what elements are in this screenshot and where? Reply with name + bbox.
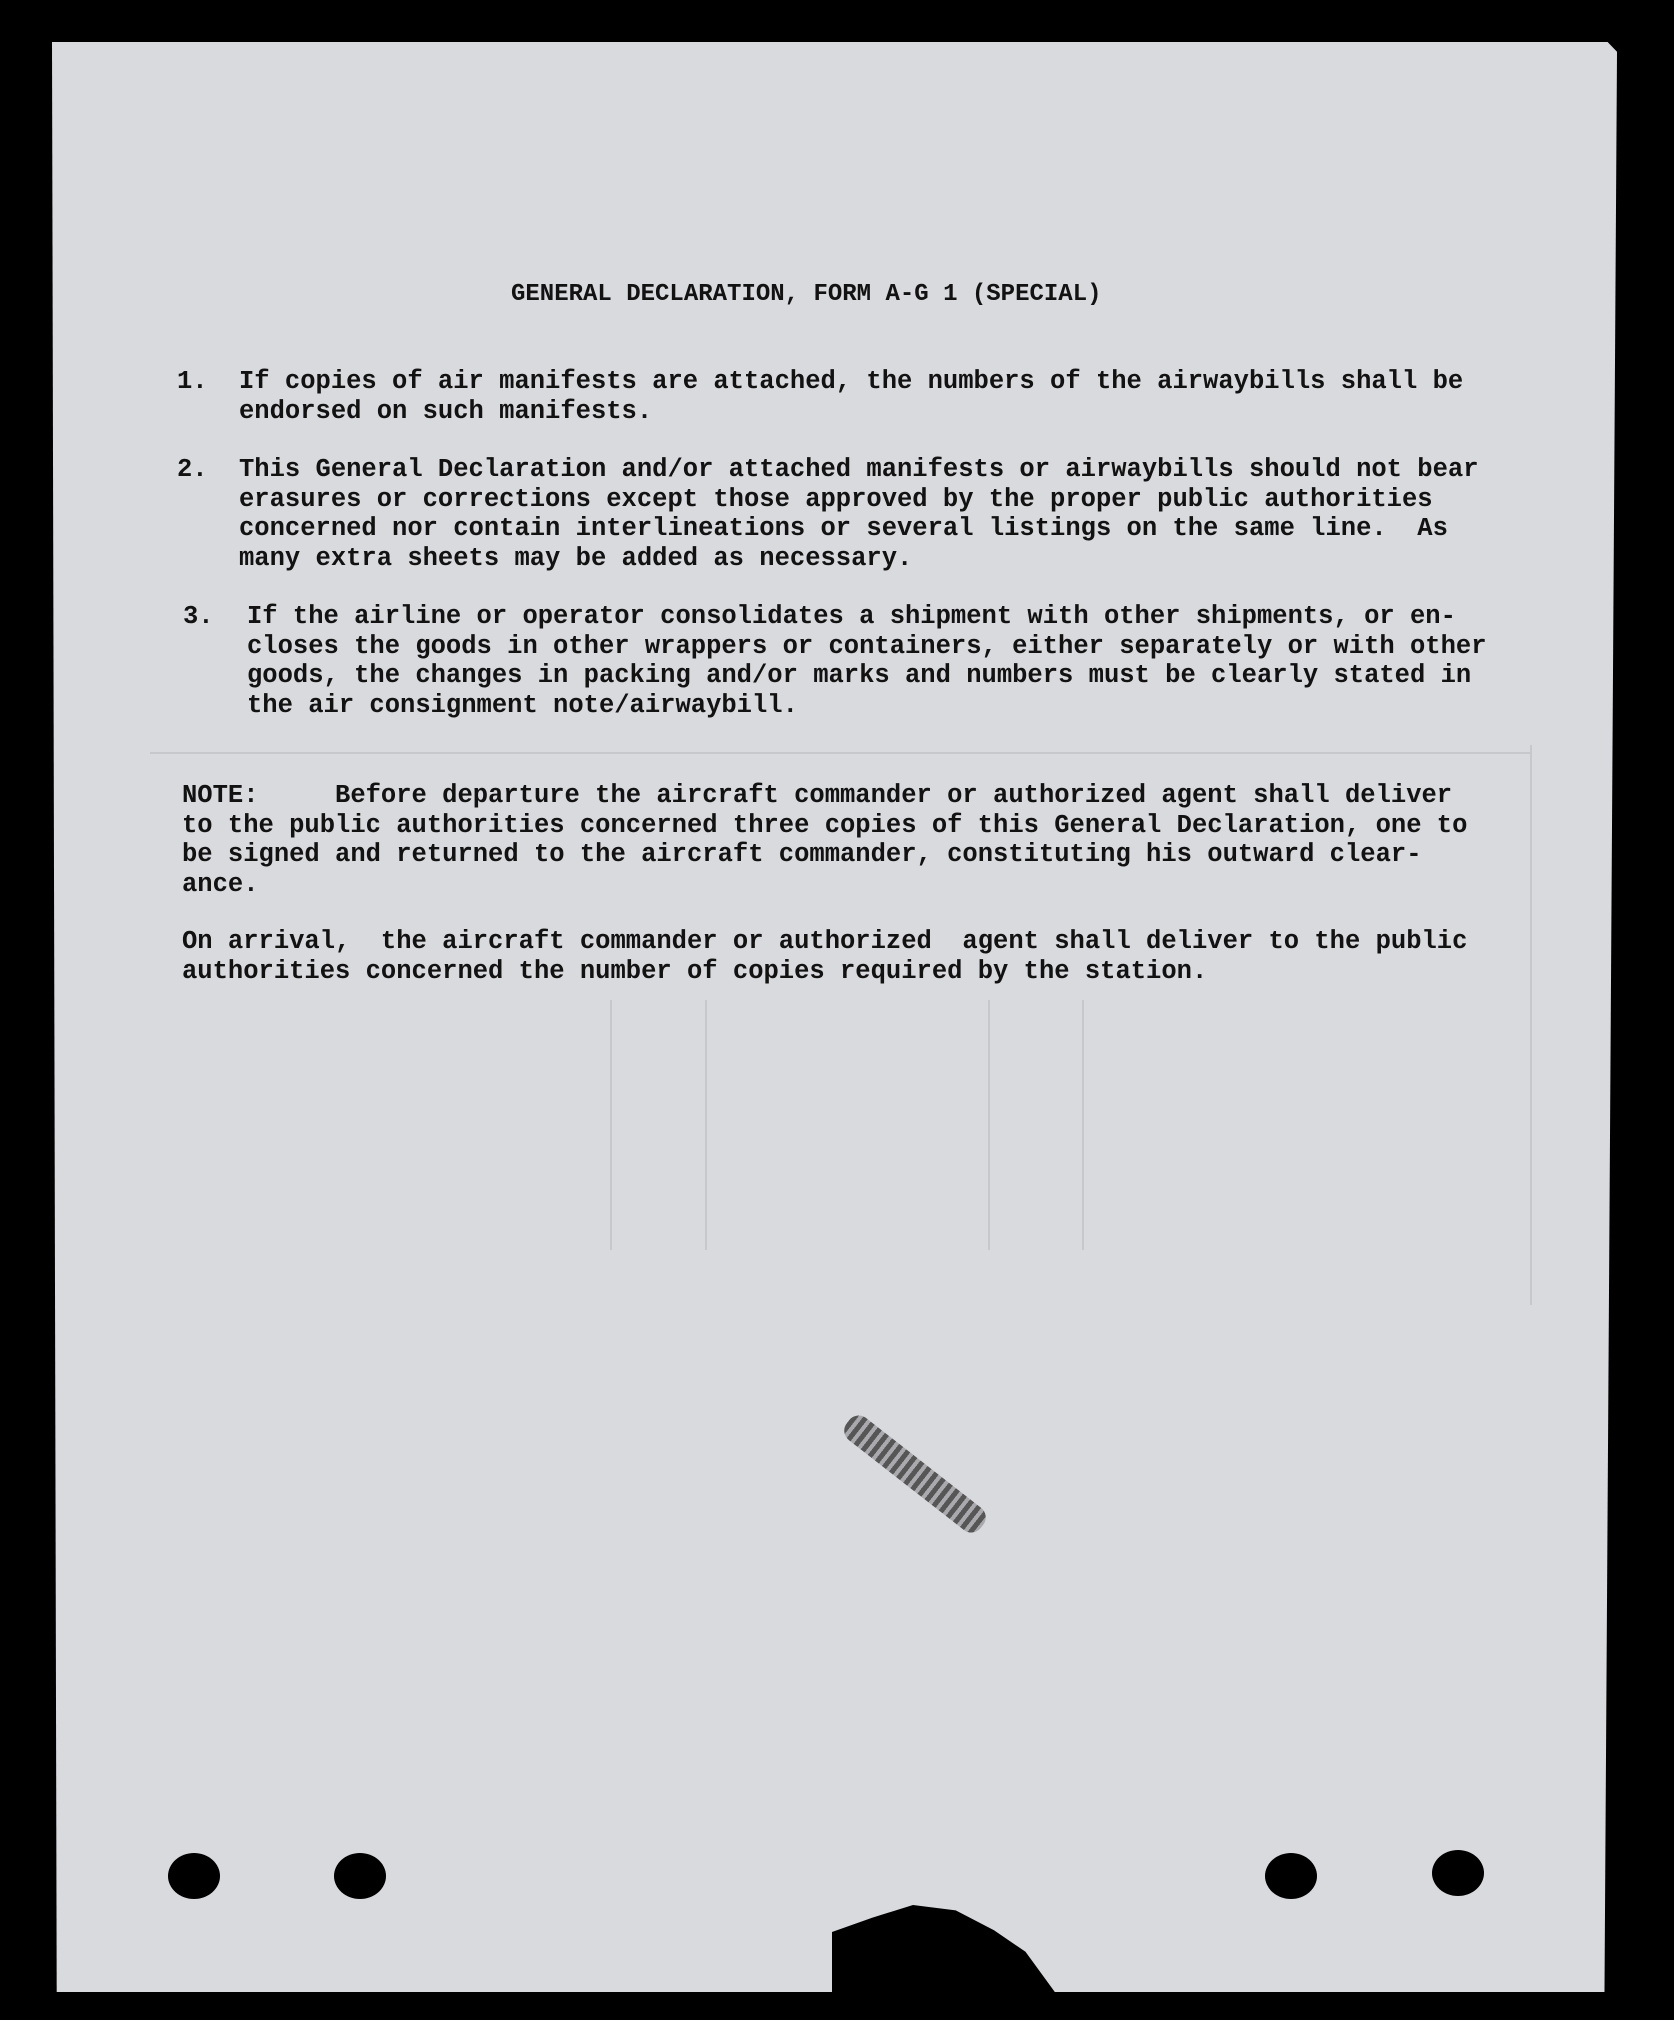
item-number: 2.	[177, 455, 208, 484]
form-title: GENERAL DECLARATION, FORM A-G 1 (SPECIAL)	[511, 281, 1102, 308]
instruction-item-3: If the airline or operator consolidates a shipment with other shipments, or en- closes the goods in other wrappers or containers, either separately or with other goods, the changes in packing and/or marks and numbers must be clearly stated in the air consignment note/airwaybill.	[247, 602, 1487, 720]
bleed-through-line	[988, 1000, 990, 1250]
bleed-through-line	[1530, 745, 1532, 1305]
arrival-paragraph: On arrival, the aircraft commander or authorized agent shall deliver to the public authorities concerned the number of copies required by the station.	[182, 927, 1468, 986]
punch-hole	[334, 1853, 386, 1899]
punch-hole	[1432, 1850, 1484, 1896]
bleed-through-line	[1082, 1000, 1084, 1250]
item-number: 3.	[183, 602, 214, 631]
bleed-through-line	[150, 752, 1530, 754]
bleed-through-line	[610, 1000, 612, 1250]
instruction-item-2: This General Declaration and/or attached manifests or airwaybills should not bear erasures or corrections except those approved by the proper public authorities concerned nor contain interlineations or several listings on the same line. As many extra sheets may be added as necessary.	[239, 455, 1479, 573]
instruction-item-1: If copies of air manifests are attached, the numbers of the airwaybills shall be endorsed on such manifests.	[239, 367, 1464, 426]
note-paragraph: NOTE: Before departure the aircraft commander or authorized agent shall deliver to the public authorities concerned three copies of this General Declaration, one to be signed and returned to the aircraft commander, constituting his outward clear- ance.	[182, 781, 1468, 899]
punch-hole	[1265, 1853, 1317, 1899]
bleed-through-line	[705, 1000, 707, 1250]
item-number: 1.	[177, 367, 208, 396]
punch-hole	[168, 1853, 220, 1899]
document-page	[52, 42, 1617, 1992]
